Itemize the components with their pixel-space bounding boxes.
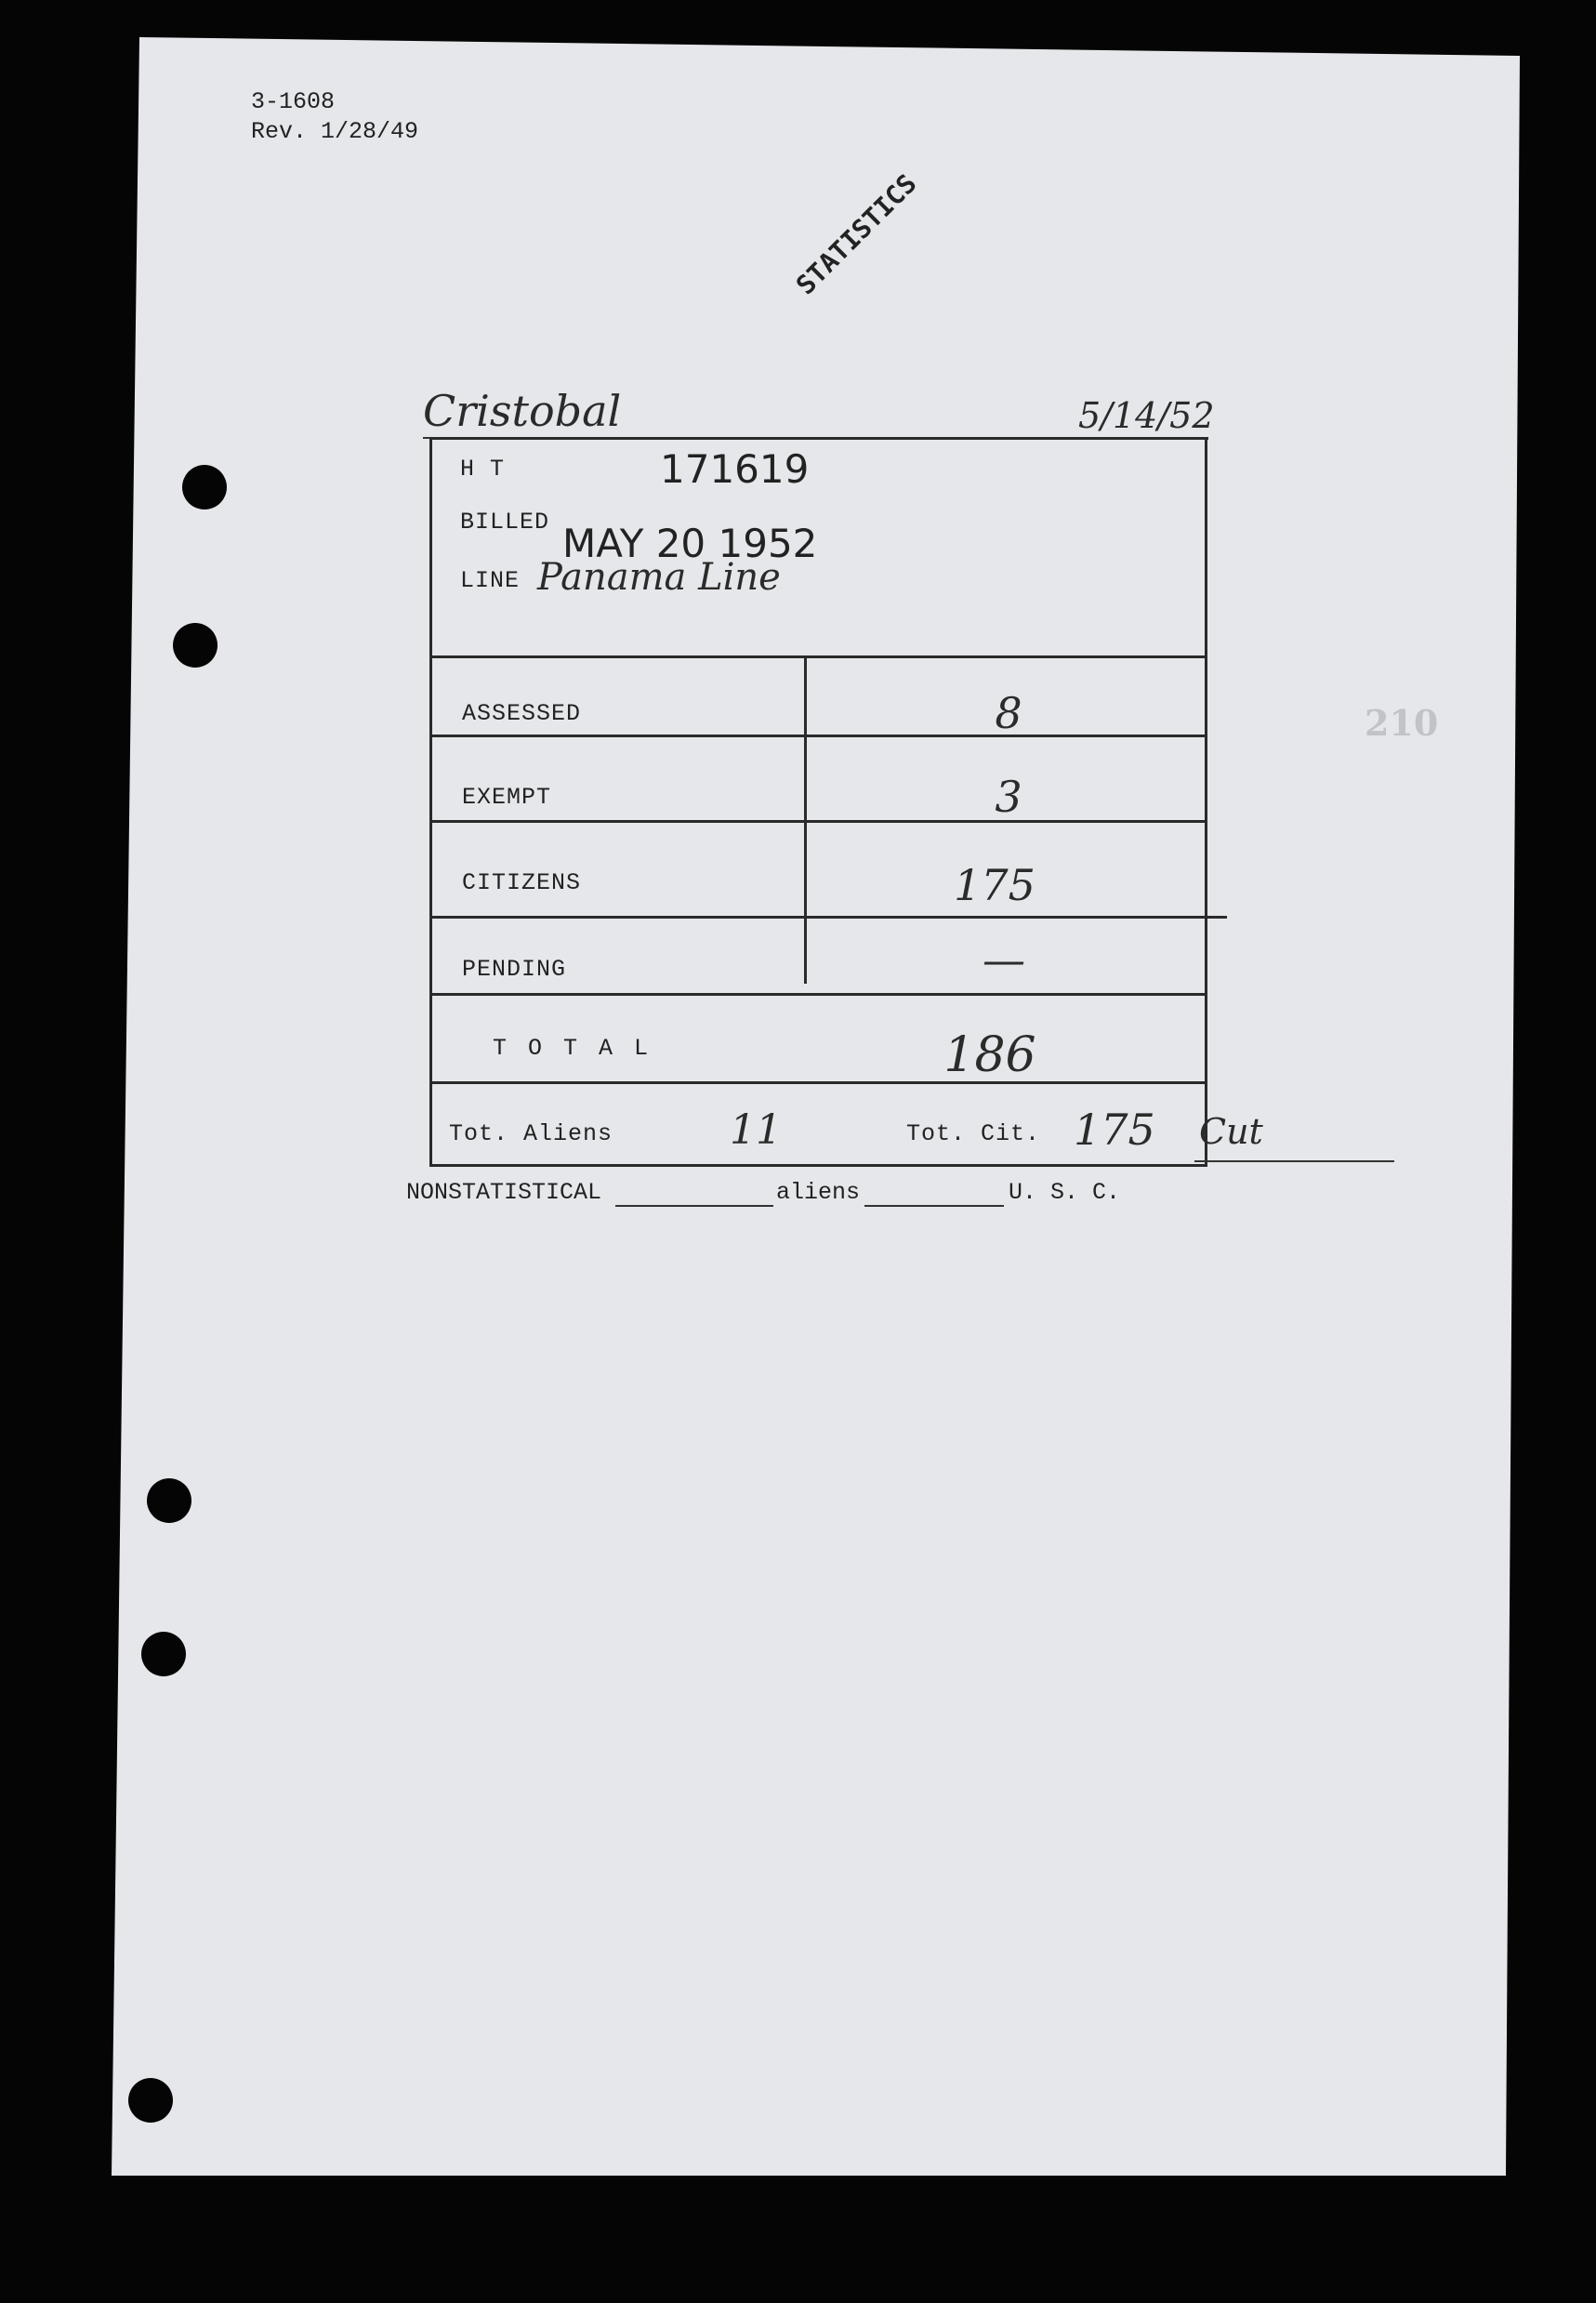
exempt-label: EXEMPT xyxy=(462,784,552,811)
punch-hole xyxy=(173,623,218,668)
punch-hole xyxy=(182,465,227,510)
tot-cit-value: 175 xyxy=(1074,1105,1155,1155)
assessed-label: ASSESSED xyxy=(462,700,582,727)
tot-aliens-label: Tot. Aliens xyxy=(449,1120,613,1147)
box-left-line xyxy=(429,437,432,1167)
port-name: Cristobal xyxy=(423,386,622,436)
total-value: 186 xyxy=(943,1027,1036,1083)
nonstatistical-label: NONSTATISTICAL xyxy=(406,1179,602,1206)
tot-cit-label: Tot. Cit. xyxy=(906,1120,1041,1147)
statistics-stamp: STATISTICS xyxy=(790,167,923,301)
box-right-line xyxy=(1205,437,1207,1167)
section-divider xyxy=(429,655,1207,658)
aliens-label: aliens xyxy=(776,1179,861,1206)
nonstatistical-blank xyxy=(615,1205,773,1207)
ht-number: 171619 xyxy=(660,446,810,492)
document-page xyxy=(112,37,1520,2176)
row-divider xyxy=(429,916,1227,919)
ht-label: H T xyxy=(460,456,506,483)
citizens-label: CITIZENS xyxy=(462,869,582,896)
row-divider xyxy=(429,993,1207,996)
exempt-value: 3 xyxy=(995,772,1022,822)
punch-hole xyxy=(147,1478,191,1523)
billed-label: BILLED xyxy=(460,509,550,536)
pending-label: PENDING xyxy=(462,956,567,983)
line-label: LINE xyxy=(460,567,521,594)
pending-value: — xyxy=(983,934,1025,985)
billed-date-stamp: MAY 20 1952 xyxy=(562,521,818,566)
line-value: Panama Line xyxy=(537,556,781,599)
date-handwritten: 5/14/52 xyxy=(1078,395,1215,436)
initials-signature: Cut xyxy=(1199,1111,1263,1152)
background-number: 210 xyxy=(1365,702,1439,744)
form-revision: Rev. 1/28/49 xyxy=(251,118,419,145)
form-number: 3-1608 xyxy=(251,88,336,115)
punch-hole xyxy=(128,2078,173,2123)
assessed-value: 8 xyxy=(995,688,1022,738)
punch-hole xyxy=(141,1632,186,1676)
signature-underline xyxy=(1194,1160,1394,1162)
total-label: T O T A L xyxy=(493,1035,653,1062)
tot-aliens-value: 11 xyxy=(730,1106,782,1154)
aliens-blank xyxy=(864,1205,1004,1207)
usc-label: U. S. C. xyxy=(1009,1179,1121,1206)
citizens-value: 175 xyxy=(954,860,1035,910)
box-bottom-line xyxy=(429,1164,1207,1167)
box-top-line xyxy=(429,437,1208,440)
